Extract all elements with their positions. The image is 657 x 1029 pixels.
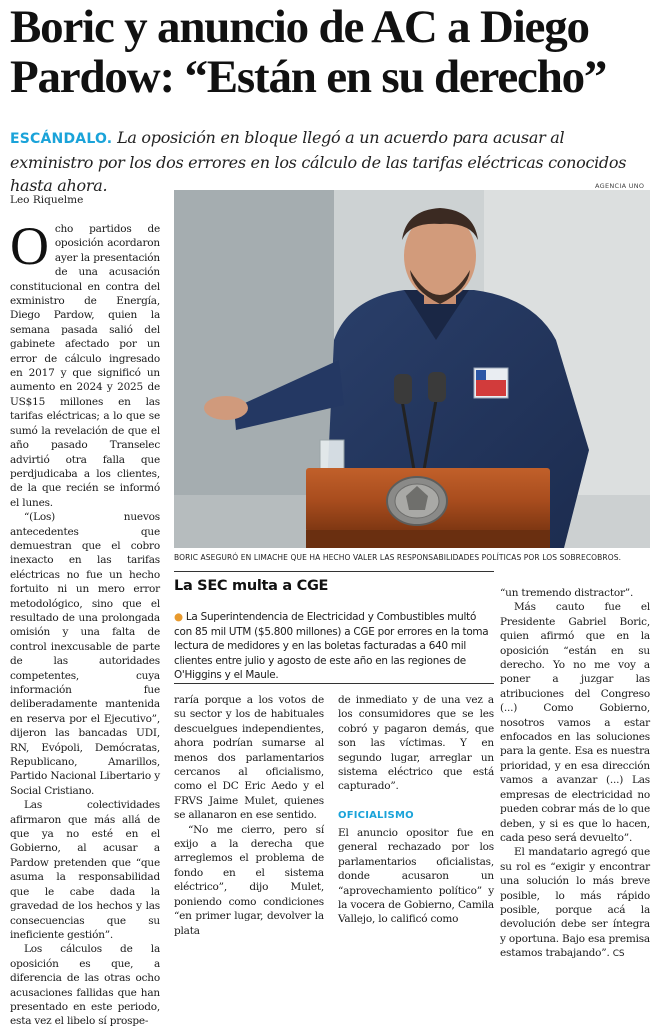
paragraph	[10, 216, 160, 510]
end-mark: CS	[612, 949, 625, 960]
article-column-1	[10, 216, 160, 1029]
lede	[10, 126, 650, 197]
box-top-rule	[174, 571, 494, 572]
bullet-icon: ●	[174, 611, 183, 623]
paragraph: El anuncio opositor fue en general rechazado por los parlamentarios oficialistas, donde acusaron un “aprovechamiento político” y la vocera de Gobierno, Camila Vallejo, lo calificó como	[338, 827, 494, 926]
paragraph: Los cálculos de la oposición es que, a diferencia de las otras ocho acusaciones fallidas que han presentado en este periodo, esta vez el libelo sí prospe-	[10, 943, 160, 1028]
sec-box-text	[174, 610, 494, 683]
sec-box-body: La Superintendencia de Electricidad y Combustibles multó con 85 mil UTM ($5.800 millones) a CGE por errores en la toma lectura de medidores y en las boletas facturadas a 640 mil clientes entre julio y agosto de este año en las regiones de O'Higgins y el Maule.	[174, 611, 489, 681]
paragraph: Más cauto fue el Presidente Gabriel Boric, quien afirmó que en la oposición “están en su derecho. Yo no me voy a poner a juzgar las atribuciones del Congreso (...) Como Gobierno, nosotros vamos a estar enfocados en las soluciones para la gente. Esa es nuestra prioridad, y en esa dirección vamos a avanzar (...) Las empresas de electricidad no pueden cobrar más de lo que deben, y si es que lo hacen, cada peso será devuelto”.	[500, 601, 650, 844]
hand	[204, 396, 248, 420]
lede-kicker: ESCÁNDALO.	[10, 131, 113, 147]
paragraph-text: El mandatario agregó que su rol es “exigir y encontrar una solución lo más breve posible, lo más rápido posible, porque acá la devolución debe ser íntegra y oportuna. Bajo esa premisa estamos trabajando”.	[500, 846, 650, 960]
paragraph: “(Los) nuevos antecedentes que demuestran que el cobro inexacto en las tarifas eléctricas no fue un hecho fortuito ni un mero error metodológico, sino que el resultado de una prolongada omisión y una falta de control inexcusable de parte de las autoridades competentes, cuya información fue deliberadamente mantenida en reserva por el Ejecutivo”, dijeron las bancadas UDI, RN, Evópoli, Demócratas, Republicano, Amarillos, Partido Nacional Libertario y Social Cristiano.	[10, 511, 160, 797]
article-photo	[174, 190, 650, 548]
paragraph-text: cho partidos de oposición acordaron ayer la presentación de una acusación constitucional en contra del exministro de Energía, Diego Pardow, quien la semana pasada salió del gabinete afectado por un error de cálculo ingresado en 2017 y que significó un aumento en 2024 y 2025 de US$15 millones en las tarifas eléctricas; a lo que se sumó la revelación de que el año pasado Transelec advirtió otra falla que perdjudicaba a los clientes, de la que recién se informó el lunes.	[10, 223, 160, 509]
headline: Boric y anuncio de AC a Diego Pardow: “Están en su derecho”	[10, 1, 607, 103]
article-column-3	[338, 693, 494, 794]
paragraph: de inmediato y de una vez a los consumidores que se les cobró y pagaron demás, que son las víctimas. Y en segundo lugar, arreglar un sistema eléctrico que está capturado”.	[338, 694, 494, 793]
paragraph	[500, 845, 650, 961]
lede-text: La oposición en bloque llegó a un acuerdo para acusar al exministro por los dos errores en los cálculo de las tarifas eléctricas conocidos hasta ahora.	[10, 128, 627, 195]
section-subhead: OFICIALISMO	[338, 810, 414, 821]
article-column-4	[500, 586, 650, 962]
paragraph: “un tremendo distractor”.	[500, 587, 634, 599]
box-bottom-rule	[174, 683, 494, 684]
microphone-icon	[394, 374, 412, 404]
paragraph: raría porque a los votos de su sector y los de habituales descuelgues independientes, ahora podrían sumarse al menos dos parlamentarios cercanos al oficialismo, como el DC Eric Aedo y el FRVS Jaime Mulet, quienes se allanaron en ese sentido.	[174, 694, 324, 822]
article-column-3b	[338, 826, 494, 927]
sec-box-title: La SEC multa a CGE	[174, 578, 329, 594]
byline: Leo Riquelme	[10, 194, 84, 206]
photo-caption: BORIC ASEGURÓ EN LIMACHE QUE HA HECHO VALER LAS RESPONSABILIDADES POLÍTICAS POR LOS SOBRECOBROS.	[174, 553, 622, 562]
microphone-icon	[428, 372, 446, 402]
water-glass	[320, 440, 344, 470]
paragraph: “No me cierro, pero sí exijo a la derecha que arreglemos el problema de fondo en el sistema eléctrico”, dijo Mulet, poniendo como condiciones “en primer lugar, devolver la plata	[174, 823, 324, 937]
article-column-2	[174, 693, 324, 938]
drop-cap: O	[10, 216, 49, 276]
president-at-podium-illustration	[174, 190, 650, 548]
photo-credit: AGENCIA UNO	[595, 182, 645, 190]
paragraph: Las colectividades afirmaron que más allá de que ya no esté en el Gobierno, al acusar a Pardow pretenden que “que asuma la responsabilidad que le cabe dada la gravedad de los hechos y las consecuencias que su ineficiente gestión”.	[10, 799, 160, 941]
